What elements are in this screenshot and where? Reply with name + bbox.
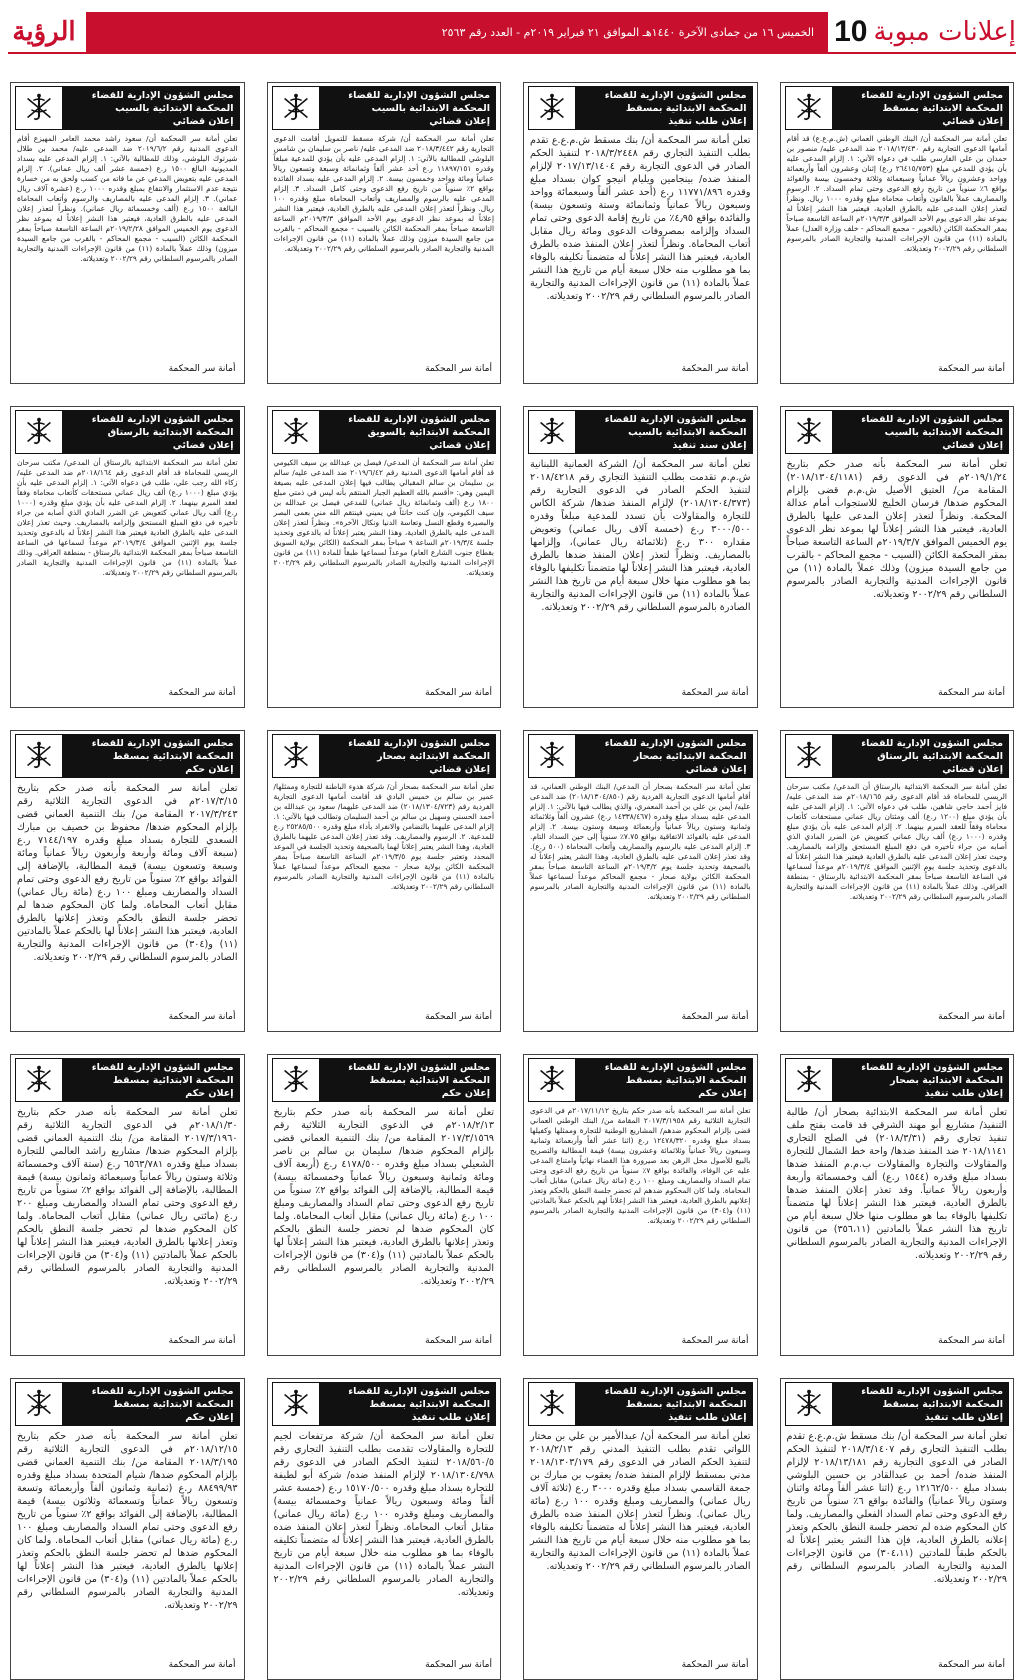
oman-emblem-icon: [785, 410, 833, 454]
notice-footer: أمانة سر المحكمة: [425, 1660, 492, 1670]
notice-header: [272, 734, 497, 778]
notice-type: إعلان حكم: [185, 763, 234, 775]
court-name: المحكمة الابتدائية بمسقط: [882, 102, 1003, 114]
court-notice: [10, 1378, 245, 1680]
court-notice: [10, 82, 245, 384]
court-name: المحكمة الابتدائية بصحار: [377, 750, 490, 762]
council-name: مجلس الشؤون الإدارية للقضاء: [348, 413, 490, 425]
classified-ads-grid: [8, 82, 1016, 1680]
notice-titles: [833, 86, 1010, 130]
notice-header: [272, 86, 497, 130]
court-notice: [523, 1054, 758, 1356]
notice-header: [528, 734, 753, 778]
notice-titles: [576, 86, 753, 130]
notice-titles: [63, 410, 240, 454]
court-name: المحكمة الابتدائية بصحار: [890, 1074, 1003, 1086]
notice-footer: أمانة سر المحكمة: [425, 688, 492, 698]
oman-emblem-icon: [272, 1058, 320, 1102]
council-name: مجلس الشؤون الإدارية للقضاء: [604, 413, 747, 425]
khanjar-icon: [533, 413, 571, 451]
court-notice: [10, 406, 245, 708]
notice-type: إعلان طلب تنفيذ: [924, 1411, 1003, 1423]
court-name: المحكمة الابتدائية بصحار: [633, 750, 747, 762]
court-notice: [267, 82, 502, 384]
council-name: مجلس الشؤون الإدارية للقضاء: [604, 89, 747, 101]
notice-footer: أمانة سر المحكمة: [681, 364, 749, 374]
notice-titles: [63, 1382, 240, 1426]
page-header: [8, 12, 1016, 54]
notice-body: تعلن أمانة سر المحكمة بصحار أن/ شركة هدوء الباطنة للتجارة وممثلها/ عمير بن سالم بن خميس البادي قد أقامت أمامها الدعوى التجارية الفردية رقم (٢٠١٨/١٣٠٤/٧٢٣) ضد المدعى عليهما/ سعود بن عبدالله بن أحمد الحسني وسهيل بن سالم بن أحمد السليمان وتطالب فيها بالآتي: ١. إلزام المدعى عليهما بالتضامن والانفراد بأداء مبلغ وقدره ٢٥٢٨٥/٥٠٠ ر.ع للمدعية. ٢. الرسوم والمصاريف. وقد تعذر إعلان المدعى عليهما بالطرق العادية، وهذا النشر يعتبر إعلاناً لهما بالصحيفة وتحديد الجلسة في الموعد المحدد وتعتبر جلسة يوم ٢٠١٩/٣/٥م الساعة التاسعة صباحاً بمقر المحكمة الكائن بولاية صحار - مجمع المحاكم موعداً لسماعها عملاً بالمادة (١١) من قانون الإجراءات المدنية والتجارية الصادر بالمرسوم السلطاني رقم ٢٠٠٢/٢٩ وتعديلاته.: [273, 782, 494, 891]
page-number: 10: [834, 15, 868, 48]
oman-emblem-icon: [528, 734, 576, 778]
notice-body: تعلن أمانة سر المحكمة أن/ بنك مسقط ش.م.ع.ع تقدم بطلب التنفيذ التجاري رقم ٢٠١٨/٣/٢٤٤٨ لتنفيذ الحكم الصادر في الدعوى التجارية رقم ٢٠١٧/١٣/١٤٠٤ لإلزام المنفذ ضده/ بينجامين ويليام انيجو كوان بسداد مبلغ وقدره ١١٧٧١/٨٩٦ ر.ع (أحد عشر ألفاً وسبعمائة وواحد وسبعون ريالاً عمانياً وثمانمائة وستة وتسعون بيسة) والفائدة بواقع ٤٫٩٥٪ من تاريخ إقامة الدعوى وحتى تمام السداد وإلزامه بمصروفات الدعوى ومائة ريال مقابل أتعاب المحاماة. ونظراً لتعذر إعلان المنفذ ضده بالطرق العادية، فيعتبر هذا النشر إعلاناً له متضمناً تكليفه بالوفاء بما هو مطلوب منه خلال سبعة أيام من تاريخ هذا النشر عملاً بالمادة (١١) من قانون الإجراءات المدنية والتجارية الصادر بالمرسوم السلطاني رقم ٢٠٠٢/٢٩ وتعديلاته.: [530, 135, 751, 302]
court-notice: [267, 730, 502, 1032]
notice-type: إعلان قضائي: [942, 115, 1003, 127]
khanjar-icon: [533, 737, 571, 775]
court-notice: [523, 730, 758, 1032]
oman-emblem-icon: [785, 86, 833, 130]
khanjar-icon: [20, 1061, 58, 1099]
oman-emblem-icon: [15, 86, 63, 130]
notice-body: تعلن أمانة سر المحكمة أن المدعي/ فيصل بن عبدالله بن سيف الكيومي قد أقام أمامها الدعوى المدنية رقم ٢٠١٩/٦/٤٢ ضد المدعى عليه/ سالم بن سليمان بن سالم المقبالي يطالب فيها إعلان المدعى عليه بصيغة اليمين وهي: «أقسم بالله العظيم الجبار المنتقم بأنه ليس في ذمتي مبلغ ١٨٠٠ ر.ع (ألف وثمانمائة ريال عماني) للمدعي فيصل بن عبدالله بن سيف الكيومي، وإن كنت حانثاً في يميني فينتقم الله مني بعمى البصر والبصيرة وقطع النسل وتعاسة الدنيا ونكال الآخرة». ونظراً لتعذر إعلان المدعى عليه بالطرق العادية، وهذا النشر يعتبر إعلاناً له بالدعوى وتحديد جلسة ٢٠١٩/٣/٤م الساعة ٩ صباحاً بمقر المحكمة (الكائن بولاية السويق بقطاع جنوب الشارع العام) موعداً لسماعها طبقاً للمادة (١١) من قانون الإجراءات المدنية والتجارية الصادر بالمرسوم السلطاني رقم ٢٠٠٢/٢٩ وتعديلاته.: [273, 458, 495, 577]
khanjar-icon: [20, 413, 58, 451]
khanjar-icon: [790, 1385, 828, 1423]
court-name: المحكمة الابتدائية بمسقط: [369, 1398, 490, 1410]
notice-footer: أمانة سر المحكمة: [168, 1336, 236, 1346]
notice-type: إعلان قضائي: [429, 115, 490, 127]
oman-emblem-icon: [785, 734, 833, 778]
oman-emblem-icon: [528, 410, 576, 454]
notice-type: إعلان سند تنفيذ: [672, 439, 747, 451]
court-name: المحكمة الابتدائية بمسقط: [112, 1398, 234, 1410]
court-name: المحكمة الابتدائية بمسقط: [882, 1398, 1003, 1410]
notice-type: إعلان حكم: [441, 1087, 490, 1099]
notice-type: إعلان طلب تنفيذ: [668, 115, 747, 127]
notice-type: إعلان قضائي: [942, 763, 1003, 775]
notice-titles: [576, 410, 753, 454]
notice-footer: أمانة سر المحكمة: [168, 688, 236, 698]
council-name: مجلس الشؤون الإدارية للقضاء: [604, 1061, 747, 1073]
court-name: المحكمة الابتدائية بالسيب: [115, 102, 234, 114]
court-notice: [780, 406, 1015, 708]
notice-footer: أمانة سر المحكمة: [425, 364, 492, 374]
notice-body: تعلن أمانة سر المحكمة الابتدائية بصحار أن/ طالبة التنفيذ/ مشاريع أبو مهند الشرقي قد قامت بفتح ملف تنفيذ تجاري رقم (٢٠١٨/٣/٣١) في الصلح التجاري ٢٠١٨/١١٤١ ضد المنفذ ضدها/ واحة خط الشمال للتجارة والمقاولات والتجارة والمقاولات ب.م.م المنفذ ضدها بسداد مبلغ وقدره (١٥٤٤ ر.ع) ألف وخمسمائة وأربعة وأربعون ريالاً عمانياً. وقد تعذر إعلان المنفذ ضدها بالطرق العادية، فيعتبر هذا النشر إعلاناً لها متضمناً تكليفها بالوفاء بما هو مطلوب منها خلال سبعة أيام من تاريخ هذا النشر عملاً بالمادتين (٣٥٦،١١) من قانون الإجراءات المدنية والتجارية الصادر بالمرسوم السلطاني رقم ٢٠٠٢/٢٩ وتعديلاته.: [786, 1107, 1007, 1261]
court-name: المحكمة الابتدائية بمسقط: [369, 1074, 490, 1086]
oman-emblem-icon: [15, 734, 63, 778]
khanjar-icon: [20, 89, 58, 127]
khanjar-icon: [533, 1061, 571, 1099]
khanjar-icon: [790, 737, 828, 775]
notice-body: تعلن أمانة سر المحكمة أن/ بنك مسقط ش.م.ع.ع تقدم بطلب التنفيذ التجاري رقم ٢٠١٨/٣/١٤٠٧ لتنفيذ الحكم الصادر في الدعوى التجارية رقم ٢٠١٨/١٣/١٨١ لإلزام المنفذ ضده/ أحمد بن عبدالقادر بن حسين البلوشي بسداد مبلغ ١٢١٦٢/٥٠٠ ر.ع (اثنا عشر ألفاً ومائة واثنان وستون ريالاً عمانياً) والفائدة بواقع ٦٪ سنوياً من تاريخ رفع الدعوى وحتى تمام السداد الفعلي والمصاريف. ولما كان المحكوم ضده لم تحضر جلسة النطق بالحكم وتعذر إعلانه بالطرق العادية، فإن هذا النشر يعتبر إعلاناً له بالحكم طبقاً للمادتين (٣٠٤،١١) من قانون الإجراءات المدنية والتجارية الصادر بالمرسوم السلطاني رقم ٢٠٠٢/٢٩ وتعديلاته.: [786, 1431, 1008, 1585]
notice-body: تعلن أمانة سر المحكمة الابتدائية بالرستاق أن المدعي/ مكتب سرحان الريسي للمحاماة قد أقام الدعوى رقم ٢٠١٨/١٦٤م ضد المدعى عليه/ زكاء الله رجب علي، طلب في دعواه الآتي: ١. إلزام المدعى عليه بأن يؤدي مبلغ (١٠٠٠ ر.ع) ألف ريال عماني مستحقات كأتعاب محاماة وفقاً لعقد المبرم بينهما. ٢. إلزام المدعى عليه بأن يؤدي مبلغ وقدره (١٠٠٠ ر.ع) ألف ريال عماني كتعويض عن الضرر المادي الذي أصابه من جراء تأخيره في دفع المبلغ المستحق وإلزامه بالمصاريف. وحيث تعذر إعلان المدعى عليه بالطرق العادية فيعتبر هذا النشر إعلاناً له بالدعوى وتحديد جلسة يوم الإثنين الموافق ٢٠١٩/٣/٤م موعداً لسماعها في الساعة التاسعة صباحاً بمقر المحكمة الابتدائية بالرستاق - بمنطقة العراقي. وذلك عملاً بالمادة (١١) من قانون الإجراءات المدنية والتجارية الصادر بالمرسوم السلطاني رقم ٢٠٠٢/٢٩ وتعديلاته.: [17, 458, 238, 577]
notice-header: [15, 1058, 240, 1102]
notice-footer: أمانة سر المحكمة: [425, 1336, 492, 1346]
notice-titles: [833, 1058, 1010, 1102]
oman-emblem-icon: [15, 1058, 63, 1102]
court-notice: [780, 1378, 1015, 1680]
council-name: مجلس الشؤون الإدارية للقضاء: [91, 1061, 234, 1073]
oman-emblem-icon: [15, 410, 63, 454]
council-name: مجلس الشؤون الإدارية للقضاء: [91, 737, 234, 749]
notice-header: [15, 1382, 240, 1426]
dateline: الخميس ١٦ من جمادى الآخرة ١٤٤٠هـ الموافق ٢١ فبراير ٢٠١٩م - العدد رقم ٢٥٦٣: [441, 25, 815, 39]
khanjar-icon: [533, 1385, 571, 1423]
notice-footer: أمانة سر المحكمة: [938, 1660, 1005, 1670]
court-notice: [10, 1054, 245, 1356]
notice-body: تعلن أمانة سر المحكمة بأنه صدر حكم بتاريخ ٢٠١٨/٢/١٣م في الدعوى التجارية الثلاثية رقم ٢٠١٧/٣/١٥٦٩ المقامة من/ بنك التنمية العماني قضى بإلزام المحكوم ضدها/ سليمان بن سالم بن ناصر الشعيلي بسداد مبلغ وقدره ٤١٧٨/٥٠٠ ر.ع (أربعة آلاف ومائة وثمانية وسبعون ريالاً عمانياً وخمسمائة بيسة) قيمة المطالبة، بالإضافة إلى الفوائد بواقع ٢٪ سنوياً من تاريخ رفع الدعوى وحتى تمام السداد والمصاريف ومبلغ ١٠٠ ر.ع (مائة ريال عماني) مقابل أتعاب المحاماة. ولما كان المحكوم ضدها لم تحضر جلسة النطق بالحكم وتعذر إعلانها بالطرق العادية، فيعتبر هذا النشر إعلاناً لها بالحكم عملاً بالمادتين (١١) و(٣٠٤) من قانون الإجراءات المدنية والتجارية الصادر بالمرسوم السلطاني رقم ٢٠٠٢/٢٩ وتعديلاته.: [273, 1107, 494, 1287]
court-notice: [267, 406, 502, 708]
council-name: مجلس الشؤون الإدارية للقضاء: [91, 1385, 234, 1397]
notice-titles: [576, 1382, 753, 1426]
court-name: المحكمة الابتدائية بالسويق: [367, 426, 490, 438]
oman-emblem-icon: [272, 410, 320, 454]
council-name: مجلس الشؤون الإدارية للقضاء: [861, 1385, 1003, 1397]
notice-body: تعلن أمانة سر المحكمة بصحار أن المدعي/ البنك الوطني العماني، قد أقام أمامها الدعوى التجارية الفردية رقم (٢٠١٨/١٣٠٤/٨٥٠) ضد المدعى عليه/ أيمن بن علي بن أحمد المعمري، والذي يطالب فيها بالآتي: ١. إلزام المدعى عليه بسداد مبلغ وقدره (١٤٣٣٨/٤٦٧ ر.ع) عشرون ألفاً وثلاثمائة وثمانية وستون ريالاً عمانياً وأربعمائة وسبعة وستون بيسة. ٢. إلزام المدعى عليه بالفوائد الاتفاقية بواقع ٧.٧٥٪ سنوياً إلى حين السداد التام. ٣. إلزام المدعى عليه بالرسوم والمصاريف وأتعاب المحاماة (٥٠٠ ر.ع). وقد تعذر إعلان المدعى عليه بالطرق العادية، وهذا النشر يعتبر إعلاناً له بالصحيفة وتحديد جلسة يوم ٢٠١٩/٣/٢م الساعة التاسعة صباحاً بمقر المحكمة الكائن بولاية صحار - مجمع المحاكم موعداً لسماعها عملاً بالمادة (١١) من قانون الإجراءات المدنية والتجارية الصادر بالمرسوم السلطاني رقم ٢٠٠٢/٢٩ وتعديلاته.: [530, 782, 751, 901]
notice-header: [15, 410, 240, 454]
court-notice: [523, 406, 758, 708]
notice-titles: [320, 410, 497, 454]
khanjar-icon: [20, 1385, 58, 1423]
oman-emblem-icon: [15, 1382, 63, 1426]
council-name: مجلس الشؤون الإدارية للقضاء: [861, 1061, 1003, 1073]
notice-titles: [63, 734, 240, 778]
notice-body: تعلن أمانة سر المحكمة أن/ عبدالأمير بن علي بن مختار اللواتي تقدم بطلب التنفيذ المدني رقم ٢٠١٨/٢/١٣ لتنفيذ الحكم الصادر في الدعوى رقم ٢٠١٨/١٣٠٣/١٧٩ مدني بمسقط لإلزام المنفذ ضده/ يعقوب بن مبارك بن جمعة القاسمي بسداد مبلغ وقدره ٣٠٠٠ ر.ع (ثلاثة آلاف ريال عماني) والمصاريف ومبلغ وقدره ١٠٠ ر.ع (مائة ريال عماني). ونظراً لتعذر إعلان المنفذ ضده بالطرق العادية، فيعتبر هذا النشر إعلاناً له متضمناً تكليفه بالوفاء بما هو مطلوب منه خلال سبعة أيام من تاريخ هذا النشر عملاً بالمادة (١١) من قانون الإجراءات المدنية والتجارية الصادر بالمرسوم السلطاني رقم ٢٠٠٢/٢٩ وتعديلاته.: [530, 1431, 751, 1572]
notice-type: إعلان قضائي: [429, 763, 490, 775]
khanjar-icon: [790, 413, 828, 451]
notice-type: إعلان طلب تنفيذ: [668, 1411, 747, 1423]
court-notice: [780, 1054, 1015, 1356]
notice-footer: أمانة سر المحكمة: [681, 1660, 749, 1670]
court-name: المحكمة الابتدائية بالرستاق: [877, 750, 1003, 762]
oman-emblem-icon: [272, 734, 320, 778]
council-name: مجلس الشؤون الإدارية للقضاء: [348, 1061, 490, 1073]
khanjar-icon: [277, 89, 315, 127]
notice-titles: [576, 734, 753, 778]
notice-body: تعلن أمانة سر المحكمة الابتدائية بالرستاق أن المدعي/ مكتب سرحان الريسي للمحاماة قد أقام الدعوى رقم ٢٠١٨/١٦٥م ضد المدعى عليه/ فايز أحمد حاجي شاهين، طلب في دعواه الآتي: ١. إلزام المدعى عليه بأن يؤدي مبلغ (١٢٠٠ ر.ع) ألف ومئتان ريال عماني مستحقات كأتعاب محاماة وفقاً للعقد المبرم بينهما. ٢. إلزام المدعى عليه بأن يؤدي مبلغ وقدره (١٠٠٠ ر.ع) ألف ريال عماني كتعويض عن الضرر المادي الذي أصابه من جراء تأخيره في دفع المبلغ المستحق وإلزامه بالمصاريف. وحيث تعذر إعلان المدعى عليه بالطرق العادية فيعتبر هذا النشر إعلاناً له بالدعوى وتحديد جلسة يوم الإثنين الموافق ٢٠١٩/٣/٤م موعداً لسماعها في الساعة التاسعة صباحاً بمقر المحكمة الابتدائية بالرستاق - بمنطقة العراقي. وذلك عملاً بالمادة (١١) من قانون الإجراءات المدنية والتجارية الصادر بالمرسوم السلطاني رقم ٢٠٠٢/٢٩ وتعديلاته.: [786, 782, 1007, 901]
court-notice: [780, 82, 1015, 384]
notice-body: تعلن أمانة سر المحكمة أن/ سعود راشد محمد العامر المهيزع أقام الدعوى المدنية رقم ٢٠١٩/٦/٢ ضد المدعى عليه/ محمد بن طلال شيرتوك البلوشي، وذلك للمطالبة بالآتي: ١. إلزام المدعى عليه بسداد المديونية البالغ ١٥٠٠ ر.ع (خمسة عشر ألف ريال عماني). ٢. إلزام المدعى عليه بتعويض المدعي عن ما فاته من كسب ولحق به من خسارة نتيجة عدم الاستثمار والانتفاع بمبلغ وقدره ١٠٠٠ ر.ع (عشرة آلاف ريال عماني). ٣. إلزام المدعى عليه بالمصاريف والرسوم وأتعاب المحاماة البالغة ١٥٠٠ ر.ع (ألف وخمسمائة ريال عماني). ونظراً لتعذر إعلان المدعى عليه بالطرق العادية، فيعتبر هذا النشر إعلاناً له بموعد نظر الدعوى يوم الخميس الموافق ٢٠١٩/٢/٢٨م الساعة التاسعة صباحاً بمقر المحكمة الكائن (السيب - مجمع المحاكم - بالقرب من جامع السيدة ميزون) وذلك عملاً بالمادة (١١) من قانون الإجراءات المدنية والتجارية الصادر بالمرسوم السلطاني رقم ٢٠٠٢/٢٩ وتعديلاته.: [17, 134, 238, 263]
notice-footer: أمانة سر المحكمة: [168, 364, 236, 374]
notice-header: [528, 86, 753, 130]
notice-footer: أمانة سر المحكمة: [168, 1012, 236, 1022]
notice-footer: أمانة سر المحكمة: [681, 1012, 749, 1022]
khanjar-icon: [277, 1385, 315, 1423]
khanjar-icon: [277, 413, 315, 451]
khanjar-icon: [277, 737, 315, 775]
notice-body: تعلن أمانة سر المحكمة بأنه صدر حكم بتاريخ ٢٠١٨/١٢/١٥م في الدعوى التجارية الثلاثية رقم ٢٠١٨/٣/١٩٥ المقامة من/ بنك التنمية العماني قضى بإلزام المحكوم ضدها/ شيام المتحدة بسداد مبلغ وقدره ٨٨٤٩٩/٩٣ ر.ع (ثمانية وثمانون ألفاً وأربعمائة وتسعة وتسعون ريالاً عمانياً وتسعمائة وثلاثون بيسة) قيمة المطالبة، بالإضافة إلى الفوائد بواقع ٢٪ سنوياً من تاريخ رفع الدعوى وحتى تمام السداد والمصاريف ومبلغ ١٠٠ ر.ع (مائة ريال عماني) مقابل أتعاب المحاماة. ولما كان المحكوم ضدها لم تحضر جلسة النطق بالحكم وتعذر إعلانها بالطرق العادية، فيعتبر هذا النشر إعلاناً لها بالحكم عملاً بالمادتين (١١) و(٣٠٤) من قانون الإجراءات المدنية والتجارية الصادر بالمرسوم السلطاني رقم ٢٠٠٢/٢٩ وتعديلاته.: [17, 1431, 238, 1611]
notice-titles: [63, 1058, 240, 1102]
council-name: مجلس الشؤون الإدارية للقضاء: [861, 413, 1003, 425]
notice-titles: [576, 1058, 753, 1102]
notice-header: [785, 86, 1010, 130]
council-name: مجلس الشؤون الإدارية للقضاء: [861, 737, 1003, 749]
council-name: مجلس الشؤون الإدارية للقضاء: [604, 737, 747, 749]
notice-header: [15, 86, 240, 130]
court-notice: [10, 730, 245, 1032]
notice-footer: أمانة سر المحكمة: [681, 688, 749, 698]
notice-titles: [833, 734, 1010, 778]
notice-header: [15, 734, 240, 778]
notice-header: [528, 1382, 753, 1426]
notice-body: تعلن أمانة سر المحكمة أن/ شركة مرتفعات لجيم للتجارة والمقاولات تقدمت بطلب التنفيذ التجاري رقم ٢٠١٨/٥٦٠/٥ لتنفيذ الحكم الصادر في الدعوى رقم ٢٠١٨/١٣٠٤/٧٩٨ لإلزام المنفذ ضده/ شركة أبو لطيفة للتجارة بسداد مبلغ وقدره ١٥١٧٠/٥٠٠ ر.ع (خمسة عشر ألفاً ومائة وسبعون ريالاً عمانياً وخمسمائة بيسة) والمصاريف ومبلغ وقدره ١٠٠ ر.ع (مائة ريال عماني) مقابل أتعاب المحاماة. ونظراً لتعذر إعلان المنفذ ضده بالطرق العادية، فيعتبر هذا النشر إعلاناً له متضمناً تكليفه بالوفاء بما هو مطلوب منه خلال سبعة أيام من تاريخ النشر عملاً بالمادة (١١) من قانون الإجراءات المدنية والتجارية الصادر بالمرسوم السلطاني رقم ٢٠٠٢/٢٩ وتعديلاته.: [273, 1431, 494, 1598]
notice-header: [785, 734, 1010, 778]
notice-footer: أمانة سر المحكمة: [168, 1660, 236, 1670]
notice-titles: [320, 734, 497, 778]
notice-type: إعلان قضائي: [942, 439, 1003, 451]
notice-footer: أمانة سر المحكمة: [938, 688, 1005, 698]
court-name: المحكمة الابتدائية بمسقط: [112, 1074, 234, 1086]
court-name: المحكمة الابتدائية بالسيب: [371, 102, 490, 114]
khanjar-icon: [20, 737, 58, 775]
notice-header: [785, 1058, 1010, 1102]
council-name: مجلس الشؤون الإدارية للقضاء: [348, 1385, 490, 1397]
court-name: المحكمة الابتدائية بمسقط: [112, 750, 234, 762]
oman-emblem-icon: [785, 1058, 833, 1102]
oman-emblem-icon: [528, 86, 576, 130]
council-name: مجلس الشؤون الإدارية للقضاء: [604, 1385, 747, 1397]
newspaper-logo: الرؤية: [12, 17, 76, 47]
notice-body: تعلن أمانة سر المحكمة أن/ البنك الوطني العماني (ش.م.ع.ع) قد أقام أمامها الدعوى التجارية رقم ٢٠١٨/١٣/٤٣٠ ضد المدعى عليه/ منصور بن حمدان بن علي الفارسي طلب في دعواه الآتي: ١. إلزام المدعى عليه بأن يؤدي للمدعي مبلغ (٢٦٤١٥/٧٥٣ ر.ع) إثنان وعشرون ألفاً وأربعمائة وواحد وعشرون ريالاً عمانياً وسبعمائة وثلاثة وخمسون بيسة والفوائد بواقع ٦٪ سنوياً من تاريخ رفع الدعوى وحتى تمام السداد. ٢. الرسوم والمصاريف عملاً بالقانون وأتعاب محاماة مبلغ وقدره ١٠٠٠ ريال. ونظراً لتعذر إعلان المدعى عليه بالطرق العادية، فيعتبر هذا النشر إعلاناً له بموعد نظر الدعوى يوم الأحد الموافق ٢٠١٩/٣/٣م الساعة التاسعة صباحاً بمقر المحكمة الكائن (بالخوير - مجمع المحاكم - خلف وزارة العدل) عملاً بالمادة (١١) من قانون الإجراءات المدنية والتجارية الصادر بالمرسوم السلطاني رقم ٢٠٠٢/٢٩ وتعديلاته.: [786, 134, 1008, 253]
khanjar-icon: [790, 1061, 828, 1099]
notice-footer: أمانة سر المحكمة: [681, 1336, 749, 1346]
notice-body: تعلن أمانة سر المحكمة بأنه صدر حكم بتاريخ ٢٠١٩/١/٢٤م في الدعوى رقم (٢٠١٨/١٣٠٤/١١٨١) المقامة من/ العتيق الأصيل ش.م.م قضى بإلزام المحكوم ضدها/ فرسان الخليج للاستجواب أمام عدالة المحكمة. ونظراً لتعذر إعلان المدعى عليها بالطرق العادية، فيعتبر هذا النشر إعلاناً لها بموعد نظر الدعوى يوم الخميس الموافق ٢٠١٩/٣/٧م الساعة التاسعة صباحاً بمقر المحكمة الكائن (السيب - مجمع المحاكم - بالقرب من جامع السيدة ميزون) وذلك عملاً بالمادة (١١) من قانون الإجراءات المدنية والتجارية الصادر بالمرسوم السلطاني رقم ٢٠٠٢/٢٩ وتعديلاته.: [786, 459, 1008, 600]
council-name: مجلس الشؤون الإدارية للقضاء: [91, 89, 234, 101]
notice-header: [785, 410, 1010, 454]
notice-header: [272, 410, 497, 454]
notice-header: [272, 1382, 497, 1426]
court-notice: [267, 1054, 502, 1356]
notice-titles: [320, 86, 497, 130]
notice-footer: أمانة سر المحكمة: [425, 1012, 492, 1022]
court-name: المحكمة الابتدائية بمسقط: [625, 102, 747, 114]
council-name: مجلس الشؤون الإدارية للقضاء: [861, 89, 1003, 101]
dateline-bar: [86, 12, 828, 52]
court-notice: [267, 1378, 502, 1680]
notice-titles: [63, 86, 240, 130]
notice-body: تعلن أمانة سر المحكمة أن/ شركة مسقط للتمويل أقامت الدعوى التجارية رقم ٢٠١٨/٣/٤٤٢ ضد المدعى عليه/ ناصر بن سليمان بن شامس البلوشي للمطالبة بالآتي: ١. إلزام المدعى عليه بأن يؤدي للمدعية مبلغاً وقدره ١١٨٩٧/١٥١ ر.ع أحد عشر ألفاً وثمانمائة وسبعة وتسعون ريالاً عمانياً ومائة وواحد وخمسون بيسة. ٢. إلزام المدعى عليه بسداد الفائدة بواقع ٢٪ سنوياً من تاريخ رفع الدعوى وحتى كامل السداد. ٣. إلزام المدعى عليه بالرسوم والمصاريف وأتعاب المحاماة مبلغ وقدره ١٠٠ ريال. ونظراً لتعذر إعلان المدعى عليه بالطرق العادية، فيعتبر هذا النشر إعلاناً له بموعد نظر الدعوى يوم الأحد الموافق ٢٠١٩/٣/٣م الساعة التاسعة صباحاً بمقر المحكمة الكائن بالسيب - مجمع المحاكم - بالقرب من جامع السيدة ميزون وذلك عملاً بالمادة (١١) من قانون الإجراءات المدنية والتجارية الصادر بالمرسوم السلطاني رقم ٢٠٠٢/٢٩ وتعديلاته.: [273, 134, 495, 253]
notice-type: إعلان طلب تنفيذ: [924, 1087, 1003, 1099]
council-name: مجلس الشؤون الإدارية للقضاء: [348, 737, 490, 749]
khanjar-icon: [790, 89, 828, 127]
notice-header: [272, 1058, 497, 1102]
notice-type: إعلان طلب تنفيذ: [411, 1411, 490, 1423]
notice-type: إعلان حكم: [698, 1087, 747, 1099]
council-name: مجلس الشؤون الإدارية للقضاء: [348, 89, 490, 101]
notice-titles: [833, 410, 1010, 454]
notice-titles: [320, 1058, 497, 1102]
court-name: المحكمة الابتدائية بالرستاق: [107, 426, 234, 438]
court-name: المحكمة الابتدائية بالسيب: [628, 426, 747, 438]
notice-titles: [320, 1382, 497, 1426]
notice-type: إعلان قضائي: [685, 763, 747, 775]
section-name: إعلانات مبوبة: [873, 17, 1016, 47]
oman-emblem-icon: [528, 1382, 576, 1426]
notice-body: تعلن أمانة سر المحكمة بأنه صدر حكم بتاريخ ٢٠١٨/١/٣٠م في الدعوى التجارية الثلاثية رقم ٢٠١٧/٣/١٩٦٠ المقامة من/ بنك التنمية العماني قضى بإلزام المحكوم ضدها/ مشاريع راشد العالمي للتجارة بسداد مبلغ وقدره ٦٥٦٣/٧٨١ ر.ع (ستة آلاف وخمسمائة وثلاثة وستون ريالاً عمانياً وسبعمائة وثمانون بيسة) قيمة المطالبة، بالإضافة إلى الفوائد بواقع ٢٪ سنوياً من تاريخ رفع الدعوى وحتى تمام السداد والمصاريف ومبلغ ٢٠٠ ر.ع (مائتي ريال عماني) مقابل أتعاب المحاماة. ولما كان المحكوم ضدها لم تحضر جلسة النطق بالحكم وتعذر إعلانها بالطرق العادية، فيعتبر هذا النشر إعلاناً لها بالحكم عملاً بالمادتين (١١) و(٣٠٤) من قانون الإجراءات المدنية والتجارية الصادر بالمرسوم السلطاني رقم ٢٠٠٢/٢٩ وتعديلاته.: [17, 1107, 238, 1287]
notice-type: إعلان حكم: [185, 1411, 234, 1423]
notice-body: تعلن أمانة سر المحكمة أن/ الشركة العمانية اللبنانية ش.م.م تقدمت بطلب التنفيذ التجاري رقم ٢٠١٨/٤٢١٨ لتنفيذ الحكم الصادر في الدعوى التجارية رقم (٢٠١٨/١٣٠٤/٣٧٣) لإلزام المنفذ ضدها/ شركة الكاس للتجارة والمقاولات بأن تسدد للمدعية مبلغاً وقدره ٣٠٠٠/٥٠٠ ر.ع (خمسة آلاف ريال عماني) وتعويض مقداره ٣٠٠ ر.ع (ثلاثمائة ريال عماني)، وإلزامها بالمصاريف. ونظراً لتعذر إعلان المنفذ ضدها بالطرق العادية، فيعتبر هذا النشر إعلاناً لها متضمناً تكليفها بالوفاء بما هو مطلوب منها خلال سبعة أيام من تاريخ هذا النشر عملاً بالمادة (١١) من قانون الإجراءات المدنية والتجارية الصادرة بالمرسوم السلطاني رقم ٢٠٠٢/٢٩ وتعديلاته.: [530, 459, 751, 613]
court-notice: [780, 730, 1015, 1032]
court-notice: [523, 1378, 758, 1680]
court-name: المحكمة الابتدائية بالسيب: [884, 426, 1003, 438]
notice-footer: أمانة سر المحكمة: [938, 1012, 1005, 1022]
notice-header: [528, 1058, 753, 1102]
notice-footer: أمانة سر المحكمة: [938, 1336, 1005, 1346]
notice-header: [528, 410, 753, 454]
notice-type: إعلان قضائي: [429, 439, 490, 451]
khanjar-icon: [533, 89, 571, 127]
oman-emblem-icon: [528, 1058, 576, 1102]
notice-type: إعلان حكم: [185, 1087, 234, 1099]
oman-emblem-icon: [785, 1382, 833, 1426]
notice-type: إعلان قضائي: [172, 115, 234, 127]
council-name: مجلس الشؤون الإدارية للقضاء: [91, 413, 234, 425]
notice-body: تعلن أمانة سر المحكمة بأنه صدر حكم بتاريخ ٢٠١٧/١١/١٢م في الدعوى التجارية الثلاثية رقم ٢٠١٧/٣/١٩٥٨ المقامة من/ البنك الوطني العماني قضى بإلزام المحكوم ضدهم/ المشاريع الوطنية للتجارة وممثلها وكفيلها بسداد مبلغ وقدره ١٢٤٧٨/٣٢٠ ر.ع (اثنا عشر ألفاً وأربعمائة وثمانية وسبعون ريالاً عمانياً وثلاثمائة وعشرون بيسة) قيمة المطالبة والتصريح بالبيع للأصول محل الرهن بعد صيرورة هذا القضاء نهائياً وامتناع المدعى عليه عن الوفاء، والفائدة بواقع ٧٪ سنوياً من تاريخ رفع الدعوى وحتى تمام السداد والمصاريف ومبلغ ١٠٠ ر.ع (مائة ريال عماني) مقابل أتعاب المحاماة. ولما كان المحكوم ضدهم لم تحضر جلسة النطق بالحكم وتعذر إعلانهم بالطرق العادية، فيعتبر هذا النشر إعلاناً لهم بالحكم عملاً بالمادتين (١١) و(٣٠٤) من قانون الإجراءات المدنية والتجارية الصادر بالمرسوم السلطاني رقم ٢٠٠٢/٢٩ وتعديلاته.: [530, 1106, 751, 1225]
oman-emblem-icon: [272, 86, 320, 130]
court-name: المحكمة الابتدائية بمسقط: [625, 1398, 747, 1410]
court-notice: [523, 82, 758, 384]
court-name: المحكمة الابتدائية بمسقط: [625, 1074, 747, 1086]
notice-footer: أمانة سر المحكمة: [938, 364, 1005, 374]
notice-type: إعلان قضائي: [172, 439, 234, 451]
oman-emblem-icon: [272, 1382, 320, 1426]
section-title: [834, 12, 1016, 52]
notice-body: تعلن أمانة سر المحكمة بأنه صدر حكم بتاريخ ٢٠١٧/٣/١٥م في الدعوى التجارية الثلاثية رقم ٢٠١٧/٣/٢٤٣ المقامة من/ بنك التنمية العماني قضى بإلزام المحكوم ضدها/ محفوظ بن خصيف بن مبارك السعدي للتجارة بسداد مبلغ وقدره ٧١٤٤/١٩٧ ر.ع (سبعة آلاف ومائة وأربعة وأربعون ريالاً عمانياً ومائة وسبعة وتسعون بيسة) قيمة المطالبة، بالإضافة إلى الفوائد بواقع ٢٪ سنوياً من تاريخ رفع الدعوى وحتى تمام السداد والمصاريف ومبلغ ١٠٠ ر.ع (مائة ريال عماني) مقابل أتعاب المحاماة. ولما كان المحكوم ضدها لم تحضر جلسة النطق بالحكم وتعذر إعلانها بالطرق العادية، فيعتبر هذا النشر إعلاناً لها بالحكم عملاً بالمادتين (١١) و(٣٠٤) من قانون الإجراءات المدنية والتجارية الصادر بالمرسوم السلطاني رقم ٢٠٠٢/٢٩ وتعديلاته.: [17, 783, 238, 963]
notice-header: [785, 1382, 1010, 1426]
notice-titles: [833, 1382, 1010, 1426]
khanjar-icon: [277, 1061, 315, 1099]
